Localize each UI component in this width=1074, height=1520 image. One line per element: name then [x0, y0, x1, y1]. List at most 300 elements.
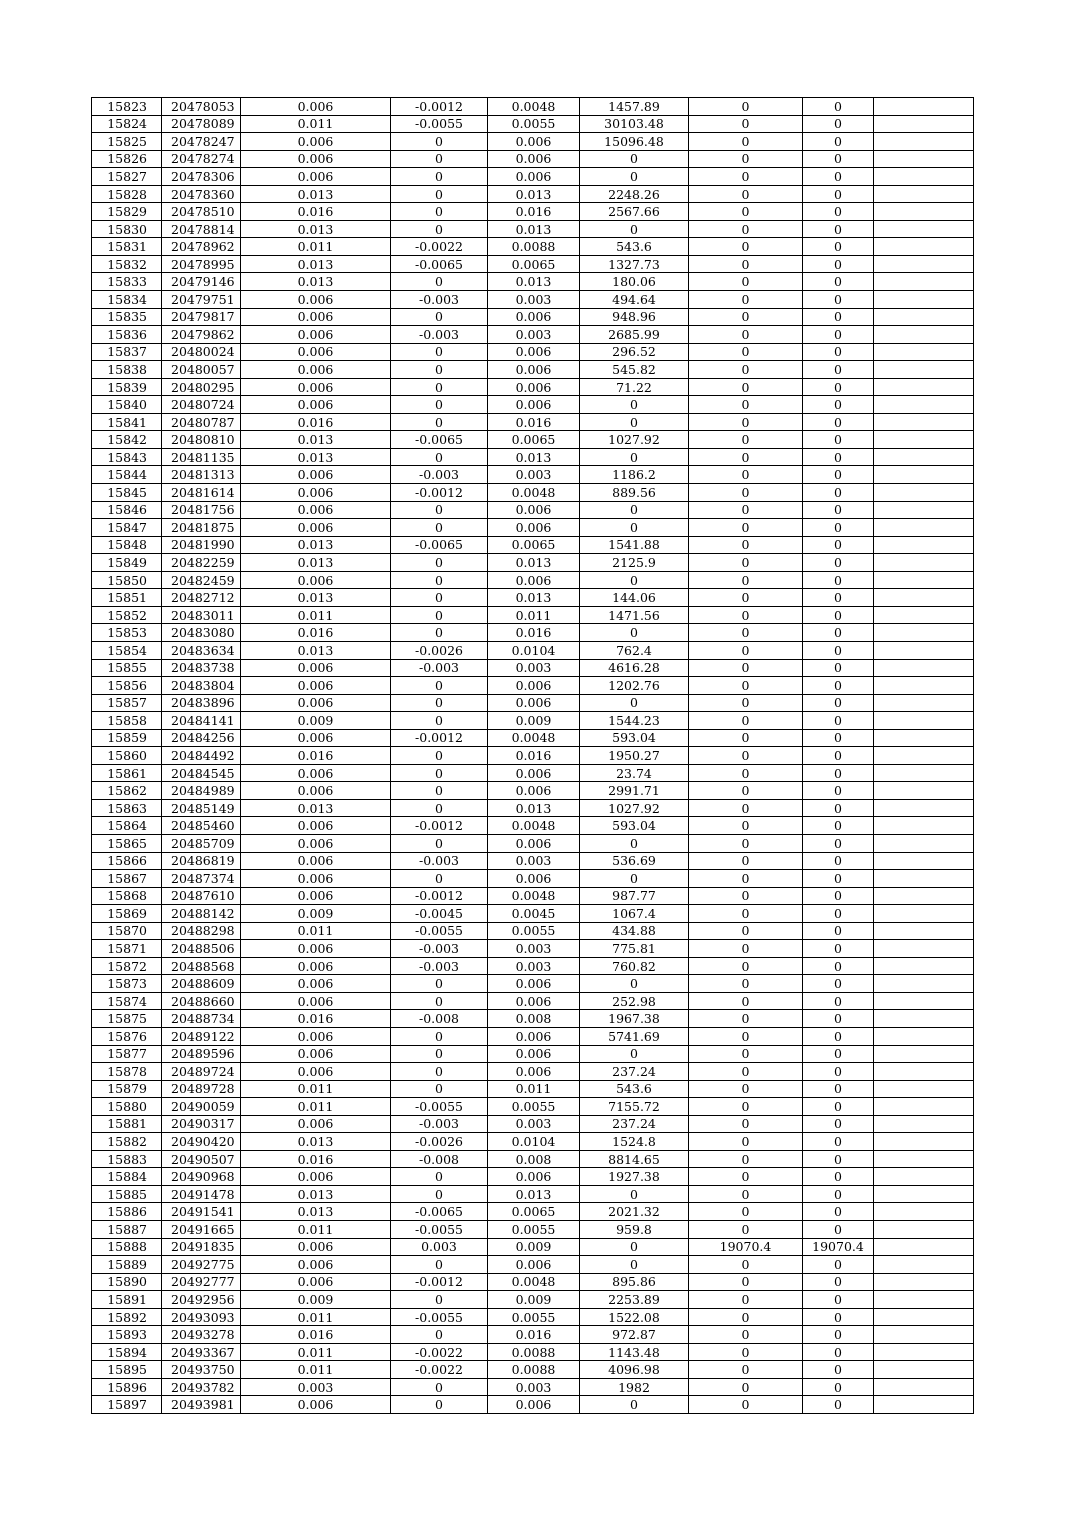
table-cell: 0: [391, 1080, 488, 1098]
table-cell: 20480787: [162, 413, 241, 431]
table-cell: 0: [689, 782, 803, 800]
table-cell: 0: [803, 1150, 874, 1168]
table-cell: 0: [689, 98, 803, 116]
table-cell: 0: [580, 168, 689, 186]
table-cell: 0.006: [241, 396, 391, 414]
table-cell: 0.003: [488, 957, 580, 975]
table-cell: 0.013: [241, 255, 391, 273]
table-cell: 7155.72: [580, 1098, 689, 1116]
table-cell: 0: [803, 396, 874, 414]
table-cell: 0.0065: [488, 431, 580, 449]
table-row: [92, 168, 974, 186]
table-cell: 15856: [92, 677, 162, 695]
table-row: [92, 238, 974, 256]
table-cell: 20478360: [162, 185, 241, 203]
table-cell: 0.006: [488, 782, 580, 800]
table-cell: 2567.66: [580, 203, 689, 221]
table-body: [92, 98, 974, 1414]
table-cell: 15868: [92, 887, 162, 905]
table-cell: 71.22: [580, 378, 689, 396]
table-cell: [874, 98, 974, 116]
table-cell: -0.0026: [391, 1133, 488, 1151]
table-cell: [874, 799, 974, 817]
table-cell: 0.0104: [488, 1133, 580, 1151]
table-cell: 0: [689, 1291, 803, 1309]
table-row: [92, 1098, 974, 1116]
table-cell: -0.003: [391, 326, 488, 344]
table-cell: 0.006: [241, 677, 391, 695]
table-cell: 0.0065: [488, 536, 580, 554]
table-cell: 434.88: [580, 922, 689, 940]
table-cell: 0.011: [241, 1361, 391, 1379]
table-cell: [874, 238, 974, 256]
table-cell: 1027.92: [580, 431, 689, 449]
table-cell: 15891: [92, 1291, 162, 1309]
table-cell: 1522.08: [580, 1308, 689, 1326]
table-cell: 15836: [92, 326, 162, 344]
table-cell: 180.06: [580, 273, 689, 291]
table-cell: 0: [803, 1361, 874, 1379]
table-cell: 0.0048: [488, 484, 580, 502]
table-cell: 0: [689, 1256, 803, 1274]
table-cell: 0: [580, 694, 689, 712]
table-cell: 0: [689, 747, 803, 765]
table-cell: 0.003: [241, 1378, 391, 1396]
table-row: [92, 1396, 974, 1414]
table-cell: 252.98: [580, 992, 689, 1010]
table-row: [92, 519, 974, 537]
table-cell: 0: [689, 501, 803, 519]
table-cell: 20478089: [162, 115, 241, 133]
table-cell: 0.006: [241, 343, 391, 361]
table-row: [92, 1291, 974, 1309]
table-cell: 15824: [92, 115, 162, 133]
table-row: [92, 641, 974, 659]
table-cell: 20491541: [162, 1203, 241, 1221]
table-cell: [874, 606, 974, 624]
table-row: [92, 571, 974, 589]
table-cell: 0: [689, 168, 803, 186]
table-cell: 0: [803, 1133, 874, 1151]
table-cell: 0: [580, 448, 689, 466]
table-cell: 0.009: [241, 905, 391, 923]
table-cell: 0.0055: [488, 115, 580, 133]
table-cell: 15865: [92, 834, 162, 852]
table-cell: [874, 1343, 974, 1361]
table-cell: 15870: [92, 922, 162, 940]
table-cell: 0.006: [241, 519, 391, 537]
table-cell: 15890: [92, 1273, 162, 1291]
table-cell: 889.56: [580, 484, 689, 502]
table-cell: 15896: [92, 1378, 162, 1396]
table-row: [92, 1308, 974, 1326]
table-cell: 0.011: [488, 1080, 580, 1098]
table-cell: 20491665: [162, 1221, 241, 1239]
table-cell: 15897: [92, 1396, 162, 1414]
table-cell: 15861: [92, 764, 162, 782]
table-row: [92, 922, 974, 940]
table-cell: -0.003: [391, 1115, 488, 1133]
table-cell: 760.82: [580, 957, 689, 975]
table-cell: 0: [580, 1256, 689, 1274]
table-cell: 20480810: [162, 431, 241, 449]
table-cell: -0.0065: [391, 536, 488, 554]
table-cell: -0.003: [391, 852, 488, 870]
table-cell: 0: [391, 1168, 488, 1186]
table-cell: 0: [689, 870, 803, 888]
table-cell: 20478053: [162, 98, 241, 116]
table-cell: 0.006: [241, 834, 391, 852]
table-cell: 0.006: [488, 501, 580, 519]
table-cell: 0: [803, 817, 874, 835]
table-cell: 15846: [92, 501, 162, 519]
table-cell: 2125.9: [580, 554, 689, 572]
table-cell: -0.0045: [391, 905, 488, 923]
table-cell: 0: [803, 1045, 874, 1063]
table-cell: 0: [803, 606, 874, 624]
table-cell: 15826: [92, 150, 162, 168]
table-cell: 15886: [92, 1203, 162, 1221]
table-cell: 0: [391, 1291, 488, 1309]
table-cell: [874, 975, 974, 993]
table-cell: 0: [689, 1168, 803, 1186]
table-cell: 0: [803, 361, 874, 379]
table-cell: 0: [803, 1115, 874, 1133]
table-cell: 0: [580, 624, 689, 642]
table-row: [92, 870, 974, 888]
table-cell: 543.6: [580, 1080, 689, 1098]
table-cell: -0.0055: [391, 115, 488, 133]
table-cell: -0.003: [391, 940, 488, 958]
table-cell: [874, 1396, 974, 1414]
table-cell: 0: [689, 1027, 803, 1045]
table-row: [92, 343, 974, 361]
table-cell: 15876: [92, 1027, 162, 1045]
table-cell: 0: [689, 712, 803, 730]
table-cell: 0.006: [241, 992, 391, 1010]
table-cell: 20478995: [162, 255, 241, 273]
table-row: [92, 1150, 974, 1168]
data-table: [91, 97, 974, 1414]
table-cell: 296.52: [580, 343, 689, 361]
table-cell: [874, 466, 974, 484]
table-cell: 20480724: [162, 396, 241, 414]
table-cell: 0.006: [241, 817, 391, 835]
table-cell: 593.04: [580, 729, 689, 747]
table-cell: 0.009: [241, 1291, 391, 1309]
table-cell: 0: [803, 133, 874, 151]
table-row: [92, 273, 974, 291]
table-cell: 0: [580, 834, 689, 852]
table-cell: -0.0026: [391, 641, 488, 659]
table-cell: 4616.28: [580, 659, 689, 677]
table-cell: 0: [803, 764, 874, 782]
table-cell: 0: [580, 220, 689, 238]
table-cell: 0.006: [488, 571, 580, 589]
table-cell: 0.006: [241, 378, 391, 396]
table-cell: [874, 1291, 974, 1309]
table-cell: -0.0012: [391, 887, 488, 905]
table-row: [92, 659, 974, 677]
table-row: [92, 326, 974, 344]
table-cell: 2021.32: [580, 1203, 689, 1221]
table-cell: 1457.89: [580, 98, 689, 116]
table-cell: 30103.48: [580, 115, 689, 133]
table-cell: 0.006: [241, 1168, 391, 1186]
table-cell: 20479817: [162, 308, 241, 326]
table-cell: 0.013: [241, 1185, 391, 1203]
table-cell: 0: [803, 431, 874, 449]
table-cell: 1186.2: [580, 466, 689, 484]
table-cell: 15882: [92, 1133, 162, 1151]
table-cell: 0.0045: [488, 905, 580, 923]
table-cell: 20484989: [162, 782, 241, 800]
table-cell: 0: [689, 1185, 803, 1203]
table-cell: 0.006: [488, 1027, 580, 1045]
table-cell: 762.4: [580, 641, 689, 659]
table-cell: 0: [803, 115, 874, 133]
table-cell: 0.013: [241, 220, 391, 238]
table-cell: 15838: [92, 361, 162, 379]
table-cell: 1982: [580, 1378, 689, 1396]
table-cell: 0: [689, 484, 803, 502]
table-cell: 0.003: [488, 940, 580, 958]
table-cell: [874, 255, 974, 273]
table-cell: 15858: [92, 712, 162, 730]
table-cell: [874, 1308, 974, 1326]
table-cell: 0: [689, 975, 803, 993]
table-cell: 20481313: [162, 466, 241, 484]
table-cell: 1950.27: [580, 747, 689, 765]
table-cell: 0: [803, 992, 874, 1010]
table-cell: -0.0065: [391, 1203, 488, 1221]
table-cell: 15831: [92, 238, 162, 256]
table-cell: 0: [689, 1308, 803, 1326]
table-cell: 0.006: [488, 343, 580, 361]
table-row: [92, 431, 974, 449]
table-cell: 15850: [92, 571, 162, 589]
table-row: [92, 448, 974, 466]
table-row: [92, 413, 974, 431]
table-cell: [874, 1361, 974, 1379]
table-cell: 0.003: [391, 1238, 488, 1256]
table-cell: 237.24: [580, 1115, 689, 1133]
table-cell: [874, 431, 974, 449]
table-cell: 20483738: [162, 659, 241, 677]
table-row: [92, 1221, 974, 1239]
table-cell: [874, 589, 974, 607]
table-cell: 0: [391, 448, 488, 466]
table-cell: [874, 1010, 974, 1028]
table-cell: [874, 817, 974, 835]
table-cell: 0: [803, 343, 874, 361]
table-cell: 0.011: [241, 1080, 391, 1098]
table-cell: 0: [689, 133, 803, 151]
table-cell: 0: [689, 641, 803, 659]
table-cell: [874, 1185, 974, 1203]
table-cell: 536.69: [580, 852, 689, 870]
table-cell: 15874: [92, 992, 162, 1010]
table-cell: 20479751: [162, 291, 241, 309]
table-cell: 15834: [92, 291, 162, 309]
table-cell: [874, 957, 974, 975]
table-cell: 20478962: [162, 238, 241, 256]
table-cell: -0.003: [391, 957, 488, 975]
table-cell: 20488506: [162, 940, 241, 958]
table-cell: 15893: [92, 1326, 162, 1344]
table-cell: 0.011: [241, 1098, 391, 1116]
table-cell: 0.006: [241, 957, 391, 975]
table-cell: 0: [391, 168, 488, 186]
table-cell: 0.011: [241, 115, 391, 133]
table-cell: [874, 1221, 974, 1239]
table-cell: [874, 1326, 974, 1344]
table-cell: [874, 764, 974, 782]
table-cell: [874, 870, 974, 888]
table-cell: 0.016: [488, 203, 580, 221]
table-cell: [874, 1080, 974, 1098]
table-cell: 0.013: [241, 536, 391, 554]
table-row: [92, 185, 974, 203]
table-cell: 0: [689, 677, 803, 695]
table-cell: 5741.69: [580, 1027, 689, 1045]
table-cell: 0.006: [241, 975, 391, 993]
table-cell: 0: [803, 1010, 874, 1028]
table-row: [92, 1256, 974, 1274]
table-cell: 15889: [92, 1256, 162, 1274]
table-cell: 0.003: [488, 291, 580, 309]
table-cell: 0: [391, 975, 488, 993]
table-cell: 15871: [92, 940, 162, 958]
table-cell: [874, 413, 974, 431]
table-cell: 959.8: [580, 1221, 689, 1239]
table-cell: 20488734: [162, 1010, 241, 1028]
table-cell: 15883: [92, 1150, 162, 1168]
table-cell: -0.0012: [391, 484, 488, 502]
table-cell: 0.0048: [488, 887, 580, 905]
table-cell: 0.016: [241, 747, 391, 765]
table-cell: 15885: [92, 1185, 162, 1203]
table-cell: 0: [391, 1326, 488, 1344]
table-cell: 20489596: [162, 1045, 241, 1063]
table-cell: [874, 484, 974, 502]
table-cell: 0: [391, 764, 488, 782]
table-row: [92, 1378, 974, 1396]
table-cell: [874, 747, 974, 765]
table-cell: [874, 712, 974, 730]
table-cell: 0: [580, 519, 689, 537]
table-cell: 0: [803, 203, 874, 221]
table-cell: [874, 1098, 974, 1116]
table-cell: 0: [803, 870, 874, 888]
table-cell: 0.006: [488, 1256, 580, 1274]
table-cell: 20491835: [162, 1238, 241, 1256]
table-cell: 0: [803, 1203, 874, 1221]
table-cell: 0.006: [488, 764, 580, 782]
table-row: [92, 1203, 974, 1221]
table-cell: 0: [689, 922, 803, 940]
table-cell: 20483011: [162, 606, 241, 624]
table-cell: 0: [689, 519, 803, 537]
table-cell: 237.24: [580, 1063, 689, 1081]
table-cell: 0: [689, 308, 803, 326]
table-cell: 20483080: [162, 624, 241, 642]
table-cell: 0.0048: [488, 729, 580, 747]
table-cell: [874, 396, 974, 414]
table-cell: 1541.88: [580, 536, 689, 554]
table-cell: 20478814: [162, 220, 241, 238]
table-row: [92, 817, 974, 835]
table-cell: 20482459: [162, 571, 241, 589]
table-cell: 0.006: [488, 308, 580, 326]
table-cell: 15884: [92, 1168, 162, 1186]
table-row: [92, 1010, 974, 1028]
table-cell: 20481756: [162, 501, 241, 519]
table-cell: 0: [803, 852, 874, 870]
table-cell: 2991.71: [580, 782, 689, 800]
table-row: [92, 975, 974, 993]
table-cell: [874, 291, 974, 309]
table-cell: 15837: [92, 343, 162, 361]
table-cell: 15857: [92, 694, 162, 712]
table-cell: 20487610: [162, 887, 241, 905]
table-cell: 972.87: [580, 1326, 689, 1344]
table-cell: 15844: [92, 466, 162, 484]
table-cell: 0: [391, 782, 488, 800]
table-cell: 15830: [92, 220, 162, 238]
table-cell: [874, 1150, 974, 1168]
table-cell: 0.006: [488, 396, 580, 414]
table-cell: 0: [689, 1133, 803, 1151]
table-cell: 20486819: [162, 852, 241, 870]
table-cell: 8814.65: [580, 1150, 689, 1168]
table-cell: 0: [689, 1080, 803, 1098]
table-cell: 23.74: [580, 764, 689, 782]
table-row: [92, 501, 974, 519]
table-cell: 15863: [92, 799, 162, 817]
table-cell: 0: [391, 747, 488, 765]
table-cell: 0: [689, 589, 803, 607]
table-cell: 0: [391, 220, 488, 238]
table-cell: 0.011: [241, 922, 391, 940]
table-cell: 0: [803, 466, 874, 484]
table-cell: 0: [689, 1221, 803, 1239]
table-cell: 0: [391, 1063, 488, 1081]
table-cell: 0.013: [241, 589, 391, 607]
table-cell: 0: [689, 115, 803, 133]
table-cell: 15839: [92, 378, 162, 396]
table-cell: [874, 641, 974, 659]
table-cell: [874, 150, 974, 168]
table-cell: 0: [803, 834, 874, 852]
table-row: [92, 992, 974, 1010]
table-cell: 20489724: [162, 1063, 241, 1081]
table-cell: 0: [803, 677, 874, 695]
table-cell: [874, 1027, 974, 1045]
table-cell: 0: [803, 326, 874, 344]
table-cell: 0: [803, 98, 874, 116]
table-cell: 0: [803, 747, 874, 765]
table-cell: 0.006: [241, 501, 391, 519]
table-cell: [874, 677, 974, 695]
table-cell: 0.013: [241, 1203, 391, 1221]
table-cell: 0.006: [241, 940, 391, 958]
table-cell: 0.0065: [488, 255, 580, 273]
table-cell: 0.013: [241, 185, 391, 203]
table-row: [92, 150, 974, 168]
table-cell: 0.016: [488, 747, 580, 765]
table-cell: 0: [689, 466, 803, 484]
